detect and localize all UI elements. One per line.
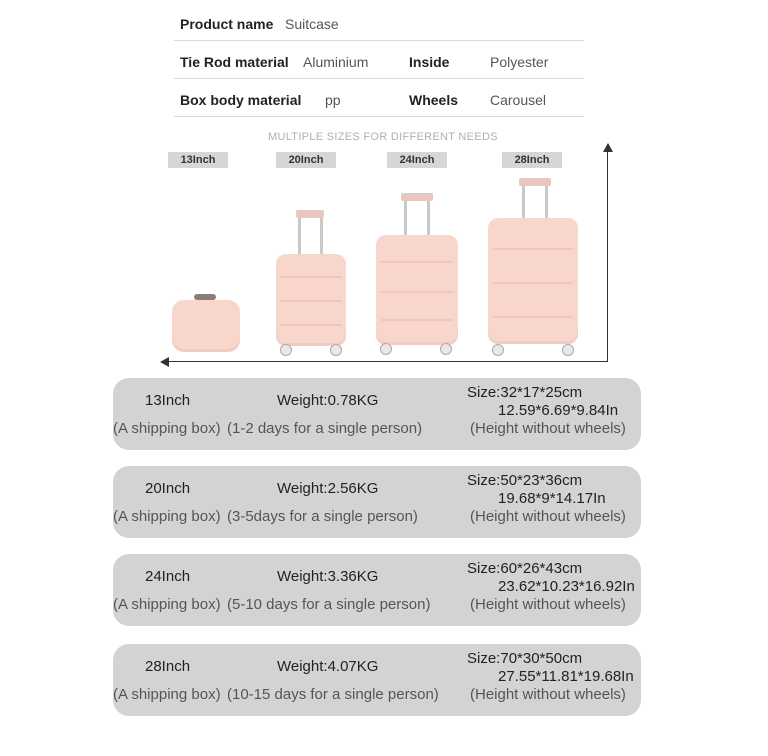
row-size-cm: Size:70*30*50cm bbox=[467, 650, 583, 667]
row-size-inch: 23.62*10.23*16.92In bbox=[498, 578, 635, 595]
size-tag-28: 28Inch bbox=[502, 152, 562, 168]
spec-value: Suitcase bbox=[285, 16, 339, 32]
spec-row-product-name bbox=[174, 4, 584, 41]
arrow-left-icon bbox=[160, 357, 169, 367]
row-days: (3-5days for a single person) bbox=[227, 508, 418, 525]
row-days: (1-2 days for a single person) bbox=[227, 420, 423, 437]
suitcase-13-image bbox=[172, 294, 240, 356]
spec-value: Polyester bbox=[490, 54, 549, 70]
row-size: 13Inch bbox=[145, 392, 191, 409]
wheel bbox=[280, 344, 292, 356]
row-shipping: (A shipping box) bbox=[113, 420, 221, 437]
spec-label: Wheels bbox=[409, 92, 459, 108]
trolley-handle bbox=[401, 193, 433, 201]
row-height-note: (Height without wheels) bbox=[470, 508, 626, 525]
trolley-pole bbox=[427, 201, 430, 237]
size-row-24 bbox=[113, 554, 641, 626]
case-rib bbox=[381, 291, 453, 293]
case-rib bbox=[280, 276, 342, 278]
size-row-28 bbox=[113, 644, 641, 716]
row-height-note: (Height without wheels) bbox=[470, 596, 626, 613]
suitcase-24-image bbox=[376, 193, 458, 360]
row-size: 20Inch bbox=[145, 480, 191, 497]
trolley-handle bbox=[296, 210, 324, 218]
size-row-13 bbox=[113, 378, 641, 450]
case-rib bbox=[280, 324, 342, 326]
row-days: (5-10 days for a single person) bbox=[227, 596, 431, 613]
spec-label: Tie Rod material bbox=[180, 54, 289, 70]
row-weight: Weight:2.56KG bbox=[277, 480, 379, 497]
case-rib bbox=[280, 300, 342, 302]
trolley-pole bbox=[320, 218, 323, 254]
trolley-pole bbox=[545, 186, 548, 220]
wheel bbox=[380, 343, 392, 355]
case-body bbox=[172, 300, 240, 352]
row-size-inch: 27.55*11.81*19.68In bbox=[498, 668, 634, 685]
row-size-cm: Size:32*17*25cm bbox=[467, 384, 583, 401]
row-size: 28Inch bbox=[145, 658, 191, 675]
spec-value: Carousel bbox=[490, 92, 547, 108]
trolley-pole bbox=[298, 218, 301, 254]
wheel bbox=[562, 344, 574, 356]
spec-label: Box body material bbox=[180, 92, 302, 108]
case-rib bbox=[381, 261, 453, 263]
row-days: (10-15 days for a single person) bbox=[227, 686, 439, 703]
floor-axis-line bbox=[168, 361, 608, 362]
wheel bbox=[440, 343, 452, 355]
case-body bbox=[488, 218, 578, 344]
row-shipping: (A shipping box) bbox=[113, 686, 221, 703]
row-size-inch: 12.59*6.69*9.84In bbox=[498, 402, 619, 419]
spec-row-box-body bbox=[174, 80, 584, 117]
trolley-pole bbox=[522, 186, 525, 220]
spec-row-tie-rod bbox=[174, 42, 584, 79]
row-weight: Weight:4.07KG bbox=[277, 658, 379, 675]
spec-label: Product name bbox=[180, 16, 274, 32]
row-shipping: (A shipping box) bbox=[113, 508, 221, 525]
size-tag-20: 20Inch bbox=[276, 152, 336, 168]
spec-value: Aluminium bbox=[303, 54, 369, 70]
size-tag-24: 24Inch bbox=[387, 152, 447, 168]
wheel bbox=[492, 344, 504, 356]
case-rib bbox=[493, 282, 572, 284]
row-shipping: (A shipping box) bbox=[113, 596, 221, 613]
row-height-note: (Height without wheels) bbox=[470, 686, 626, 703]
case-rib bbox=[493, 316, 572, 318]
row-size-inch: 19.68*9*14.17In bbox=[498, 490, 606, 507]
case-body bbox=[276, 254, 346, 346]
row-weight: Weight:3.36KG bbox=[277, 568, 379, 585]
case-rib bbox=[381, 319, 453, 321]
size-tag-13: 13Inch bbox=[168, 152, 228, 168]
spec-label: Inside bbox=[409, 54, 450, 70]
arrow-up-icon bbox=[603, 143, 613, 152]
size-row-20 bbox=[113, 466, 641, 538]
suitcase-20-image bbox=[276, 210, 346, 360]
suitcase-28-image bbox=[488, 178, 578, 360]
row-size-cm: Size:50*23*36cm bbox=[467, 472, 583, 489]
case-rib bbox=[493, 248, 572, 250]
sizes-subtitle: MULTIPLE SIZES FOR DIFFERENT NEEDS bbox=[268, 131, 498, 143]
row-size: 24Inch bbox=[145, 568, 191, 585]
row-height-note: (Height without wheels) bbox=[470, 420, 626, 437]
trolley-handle bbox=[519, 178, 551, 186]
height-axis-line bbox=[607, 150, 608, 362]
row-size-cm: Size:60*26*43cm bbox=[467, 560, 583, 577]
trolley-pole bbox=[404, 201, 407, 237]
row-weight: Weight:0.78KG bbox=[277, 392, 379, 409]
case-body bbox=[376, 235, 458, 345]
wheel bbox=[330, 344, 342, 356]
spec-value: pp bbox=[325, 92, 341, 108]
